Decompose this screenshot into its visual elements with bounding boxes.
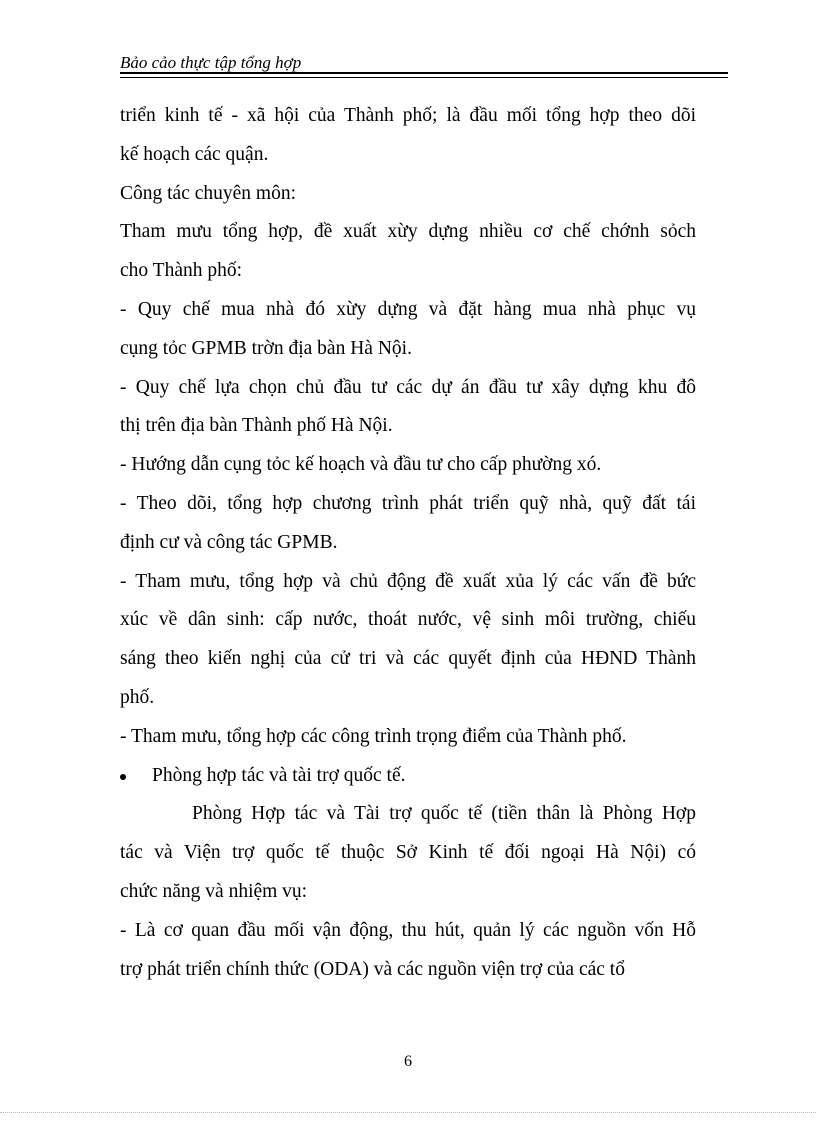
page-bottom-border [0,1112,816,1113]
paragraph-line: chức năng và nhiệm vụ: [120,880,308,902]
header-rule-thick [120,72,728,74]
paragraph-line: cho Thành phố: [120,260,243,282]
section-heading: Công tác chuyên môn: [120,182,297,204]
page-header [120,52,728,78]
list-item-line: xúc về dân sinh: cấp nước, thoát nước, vệ sinh môi trường, chiếu [120,609,696,631]
page-number: 6 [404,1053,412,1070]
list-item-line: - Quy chế lựa chọn chủ đầu tư các dự án đầu tư xây dựng khu đô [120,376,696,398]
list-item-line: - Là cơ quan đầu mối vận động, thu hút, quản lý các nguồn vốn Hỗ [120,919,696,941]
header-rule-thin [120,77,728,78]
paragraph-line: kế hoạch các quận. [120,143,269,165]
list-item-line: - Hướng dẫn cụng tỏc kế hoạch và đầu tư cho cấp phường xó. [120,454,602,476]
list-item-line: - Tham mưu, tổng hợp và chủ động đề xuất xủa lý các vấn đề bức [120,570,696,592]
list-item-line: - Tham mưu, tổng hợp các công trình trọng điểm của Thành phố. [120,725,627,747]
list-item-line: phố. [120,686,155,708]
list-item-line: định cư và công tác GPMB. [120,531,338,553]
paragraph-line: Phòng Hợp tác và Tài trợ quốc tế (tiền thân là Phòng Hợp [192,803,696,825]
bullet-heading-text: Phòng hợp tác và tài trợ quốc tế. [152,764,406,786]
paragraph-line: Tham mưu tổng hợp, đề xuất xừy dựng nhiều cơ chế chớnh sỏch [120,221,696,243]
document-body [120,97,696,989]
paragraph-line: triển kinh tế - xã hội của Thành phố; là đầu mối tổng hợp theo dõi [120,105,696,126]
paragraph-line: tác và Viện trợ quốc tế thuộc Sở Kinh tế đối ngoại Hà Nội) có [120,842,696,864]
header-title: Bảo cảo thực tập tổng hợp [120,53,302,72]
list-item-line: sáng theo kiến nghị của cử tri và các quyết định của HĐND Thành [120,648,696,670]
bullet-heading [120,757,696,796]
list-item-line: cụng tỏc GPMB trờn địa bàn Hà Nội. [120,337,412,359]
list-item-line: - Quy chế mua nhà đó xừy dựng và đặt hàng mua nhà phục vụ [120,298,696,320]
list-item-line: trợ phát triển chính thức (ODA) và các nguồn viện trợ của các tổ [120,958,625,980]
list-item-line: - Theo dõi, tổng hợp chương trình phát triển quỹ nhà, quỹ đất tái [120,492,696,514]
bullet-icon [120,774,126,780]
list-item-line: thị trên địa bàn Thành phố Hà Nội. [120,415,393,437]
